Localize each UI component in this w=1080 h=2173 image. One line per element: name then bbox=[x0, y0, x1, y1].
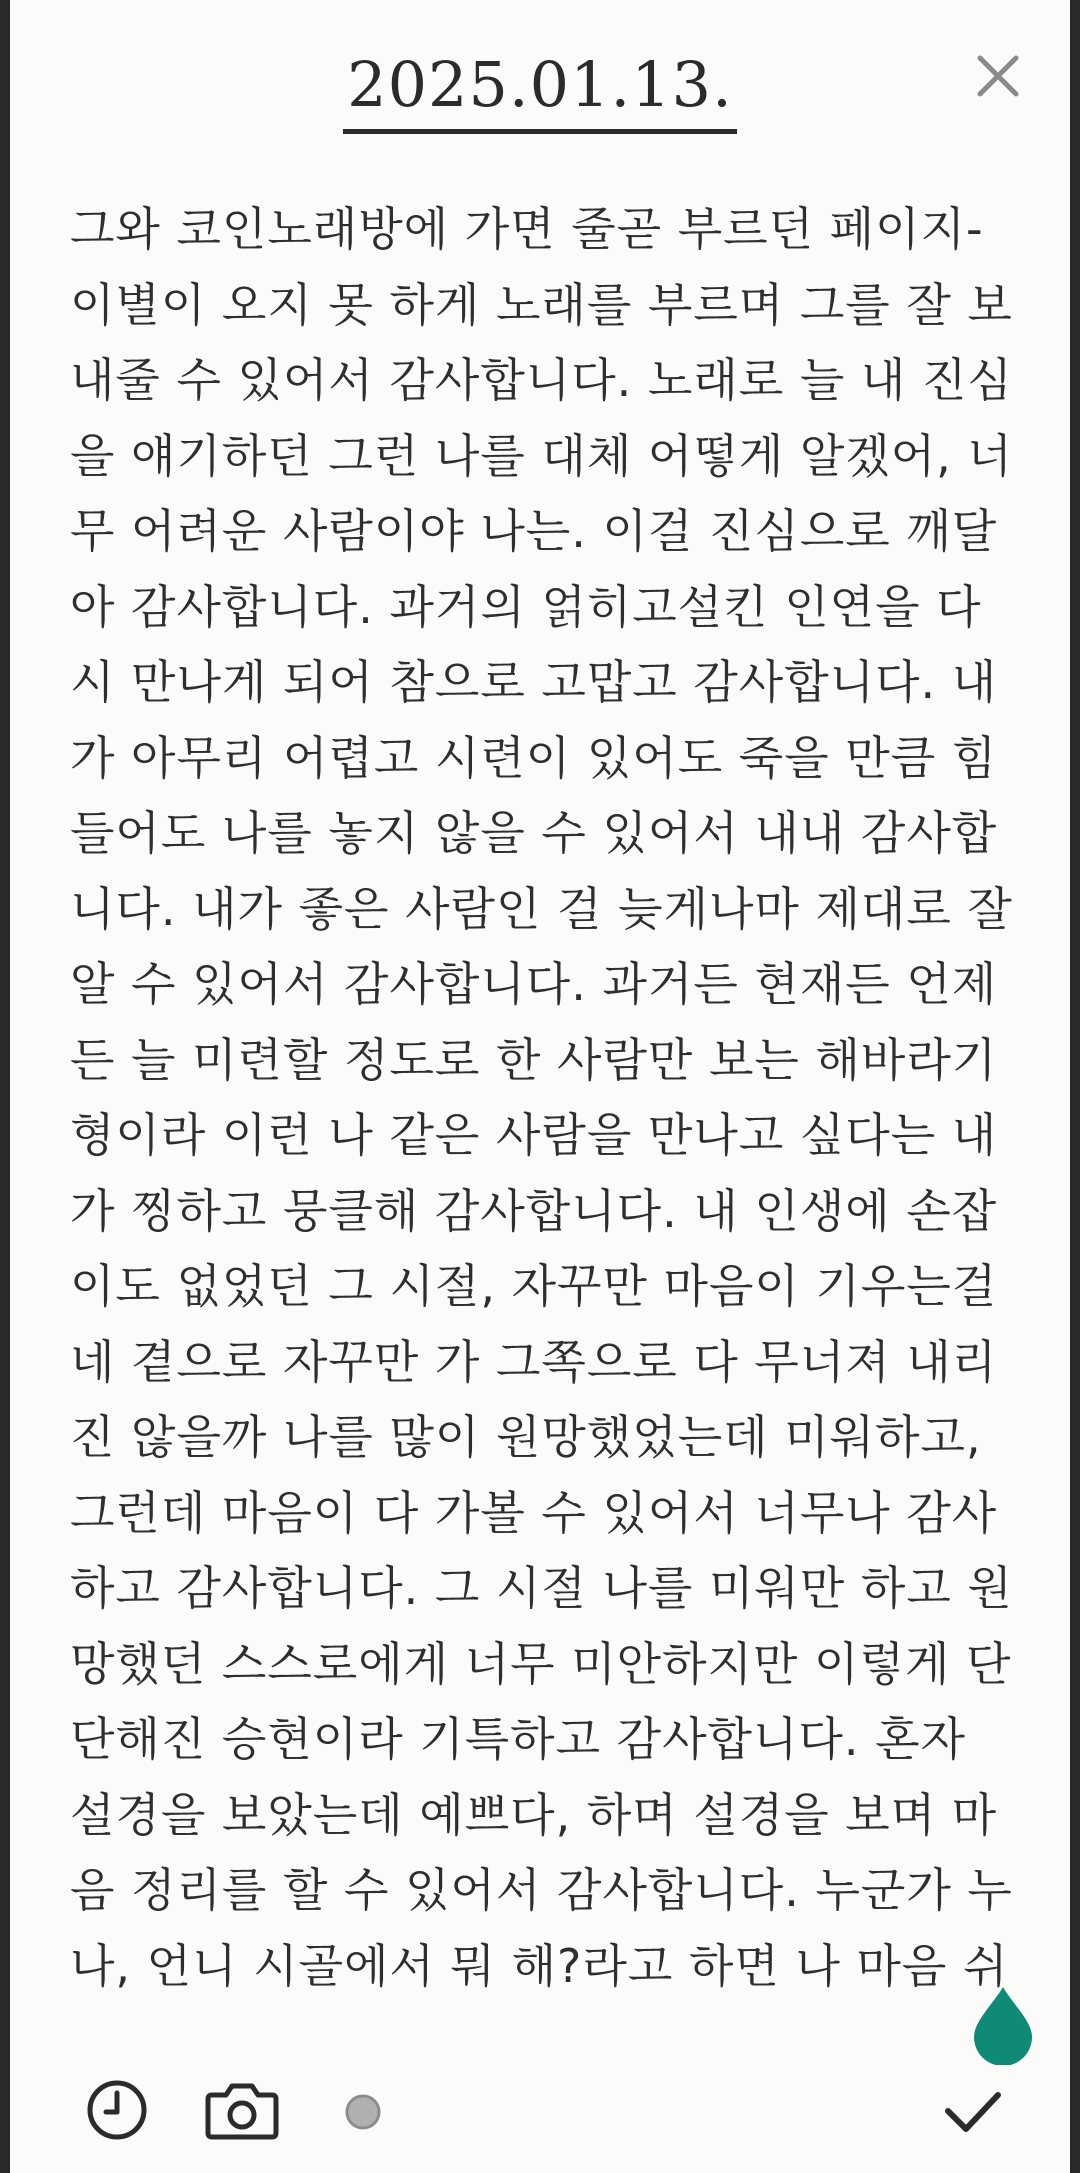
entry-line: 이별이 오지 못 하게 노래를 부르며 그를 잘 보 bbox=[70, 277, 1013, 332]
entry-line: 나, 언니 시골에서 뭐 해?라고 하면 나 마음 쉬 bbox=[70, 1938, 1009, 1993]
entry-line: 이도 없었던 그 시절, 자꾸만 마음이 기우는걸 bbox=[70, 1259, 998, 1313]
entry-line: 진 않을까 나를 많이 원망했었는데 미워하고, bbox=[70, 1410, 982, 1464]
clock-icon[interactable] bbox=[84, 2077, 150, 2143]
entry-date[interactable]: 2025.01.13. bbox=[343, 52, 737, 134]
camera-icon[interactable] bbox=[204, 2077, 280, 2143]
entry-line: 시 만나게 되어 참으로 고맙고 감사합니다. 내 bbox=[70, 655, 998, 709]
entry-line: 들어도 나를 놓지 않을 수 있어서 내내 감사합 bbox=[70, 806, 998, 860]
entry-line: 을 얘기하던 그런 나를 대체 어떻게 알겠어, 너 bbox=[70, 428, 1013, 483]
editor-sheet bbox=[10, 0, 1070, 2173]
entry-line: 음 정리를 할 수 있어서 감사합니다. 누군가 누 bbox=[70, 1863, 1013, 1917]
entry-line: 설경을 보았는데 예쁘다, 하며 설경을 보며 마 bbox=[70, 1787, 998, 1842]
entry-text-area[interactable] bbox=[70, 192, 1020, 2004]
entry-line: 니다. 내가 좋은 사람인 걸 늦게나마 제대로 잘 bbox=[70, 881, 1013, 936]
entry-line: 가 찡하고 뭉클해 감사합니다. 내 인생에 손잡 bbox=[70, 1183, 998, 1238]
entry-line: 하고 감사합니다. 그 시절 나를 미워만 하고 원 bbox=[70, 1561, 1013, 1615]
entry-line: 무 어려운 사람이야 나는. 이걸 진심으로 깨달 bbox=[70, 504, 998, 558]
entry-line: 망했던 스스로에게 너무 미안하지만 이렇게 단 bbox=[70, 1636, 1012, 1691]
entry-line: 든 늘 미련할 정도로 한 사람만 보는 해바라기 bbox=[70, 1032, 998, 1087]
entry-line: 형이라 이런 나 같은 사람을 만나고 싶다는 내 bbox=[70, 1108, 998, 1162]
bottom-toolbar bbox=[10, 2033, 1070, 2173]
entry-line: 내줄 수 있어서 감사합니다. 노래로 늘 내 진심 bbox=[70, 353, 1013, 407]
entry-line: 알 수 있어서 감사합니다. 과거든 현재든 언제 bbox=[70, 957, 998, 1011]
close-icon[interactable] bbox=[974, 52, 1022, 100]
entry-line: 그와 코인노래방에 가면 줄곧 부르던 페이지- bbox=[70, 202, 984, 256]
entry-line: 아 감사합니다. 과거의 얽히고설킨 인연을 다 bbox=[70, 579, 982, 634]
date-header bbox=[10, 48, 1070, 134]
entry-line: 가 아무리 어렵고 시련이 있어도 죽을 만큼 힘 bbox=[70, 730, 998, 785]
entry-line: 네 곁으로 자꾸만 가 그쪽으로 다 무너져 내리 bbox=[70, 1334, 998, 1389]
check-icon[interactable] bbox=[940, 2077, 1006, 2143]
mood-dot-icon[interactable] bbox=[340, 2077, 386, 2143]
entry-line: 그런데 마음이 다 가볼 수 있어서 너무나 감사 bbox=[70, 1485, 998, 1540]
entry-line: 단해진 승현이라 기특하고 감사합니다. 혼자 bbox=[70, 1712, 966, 1766]
